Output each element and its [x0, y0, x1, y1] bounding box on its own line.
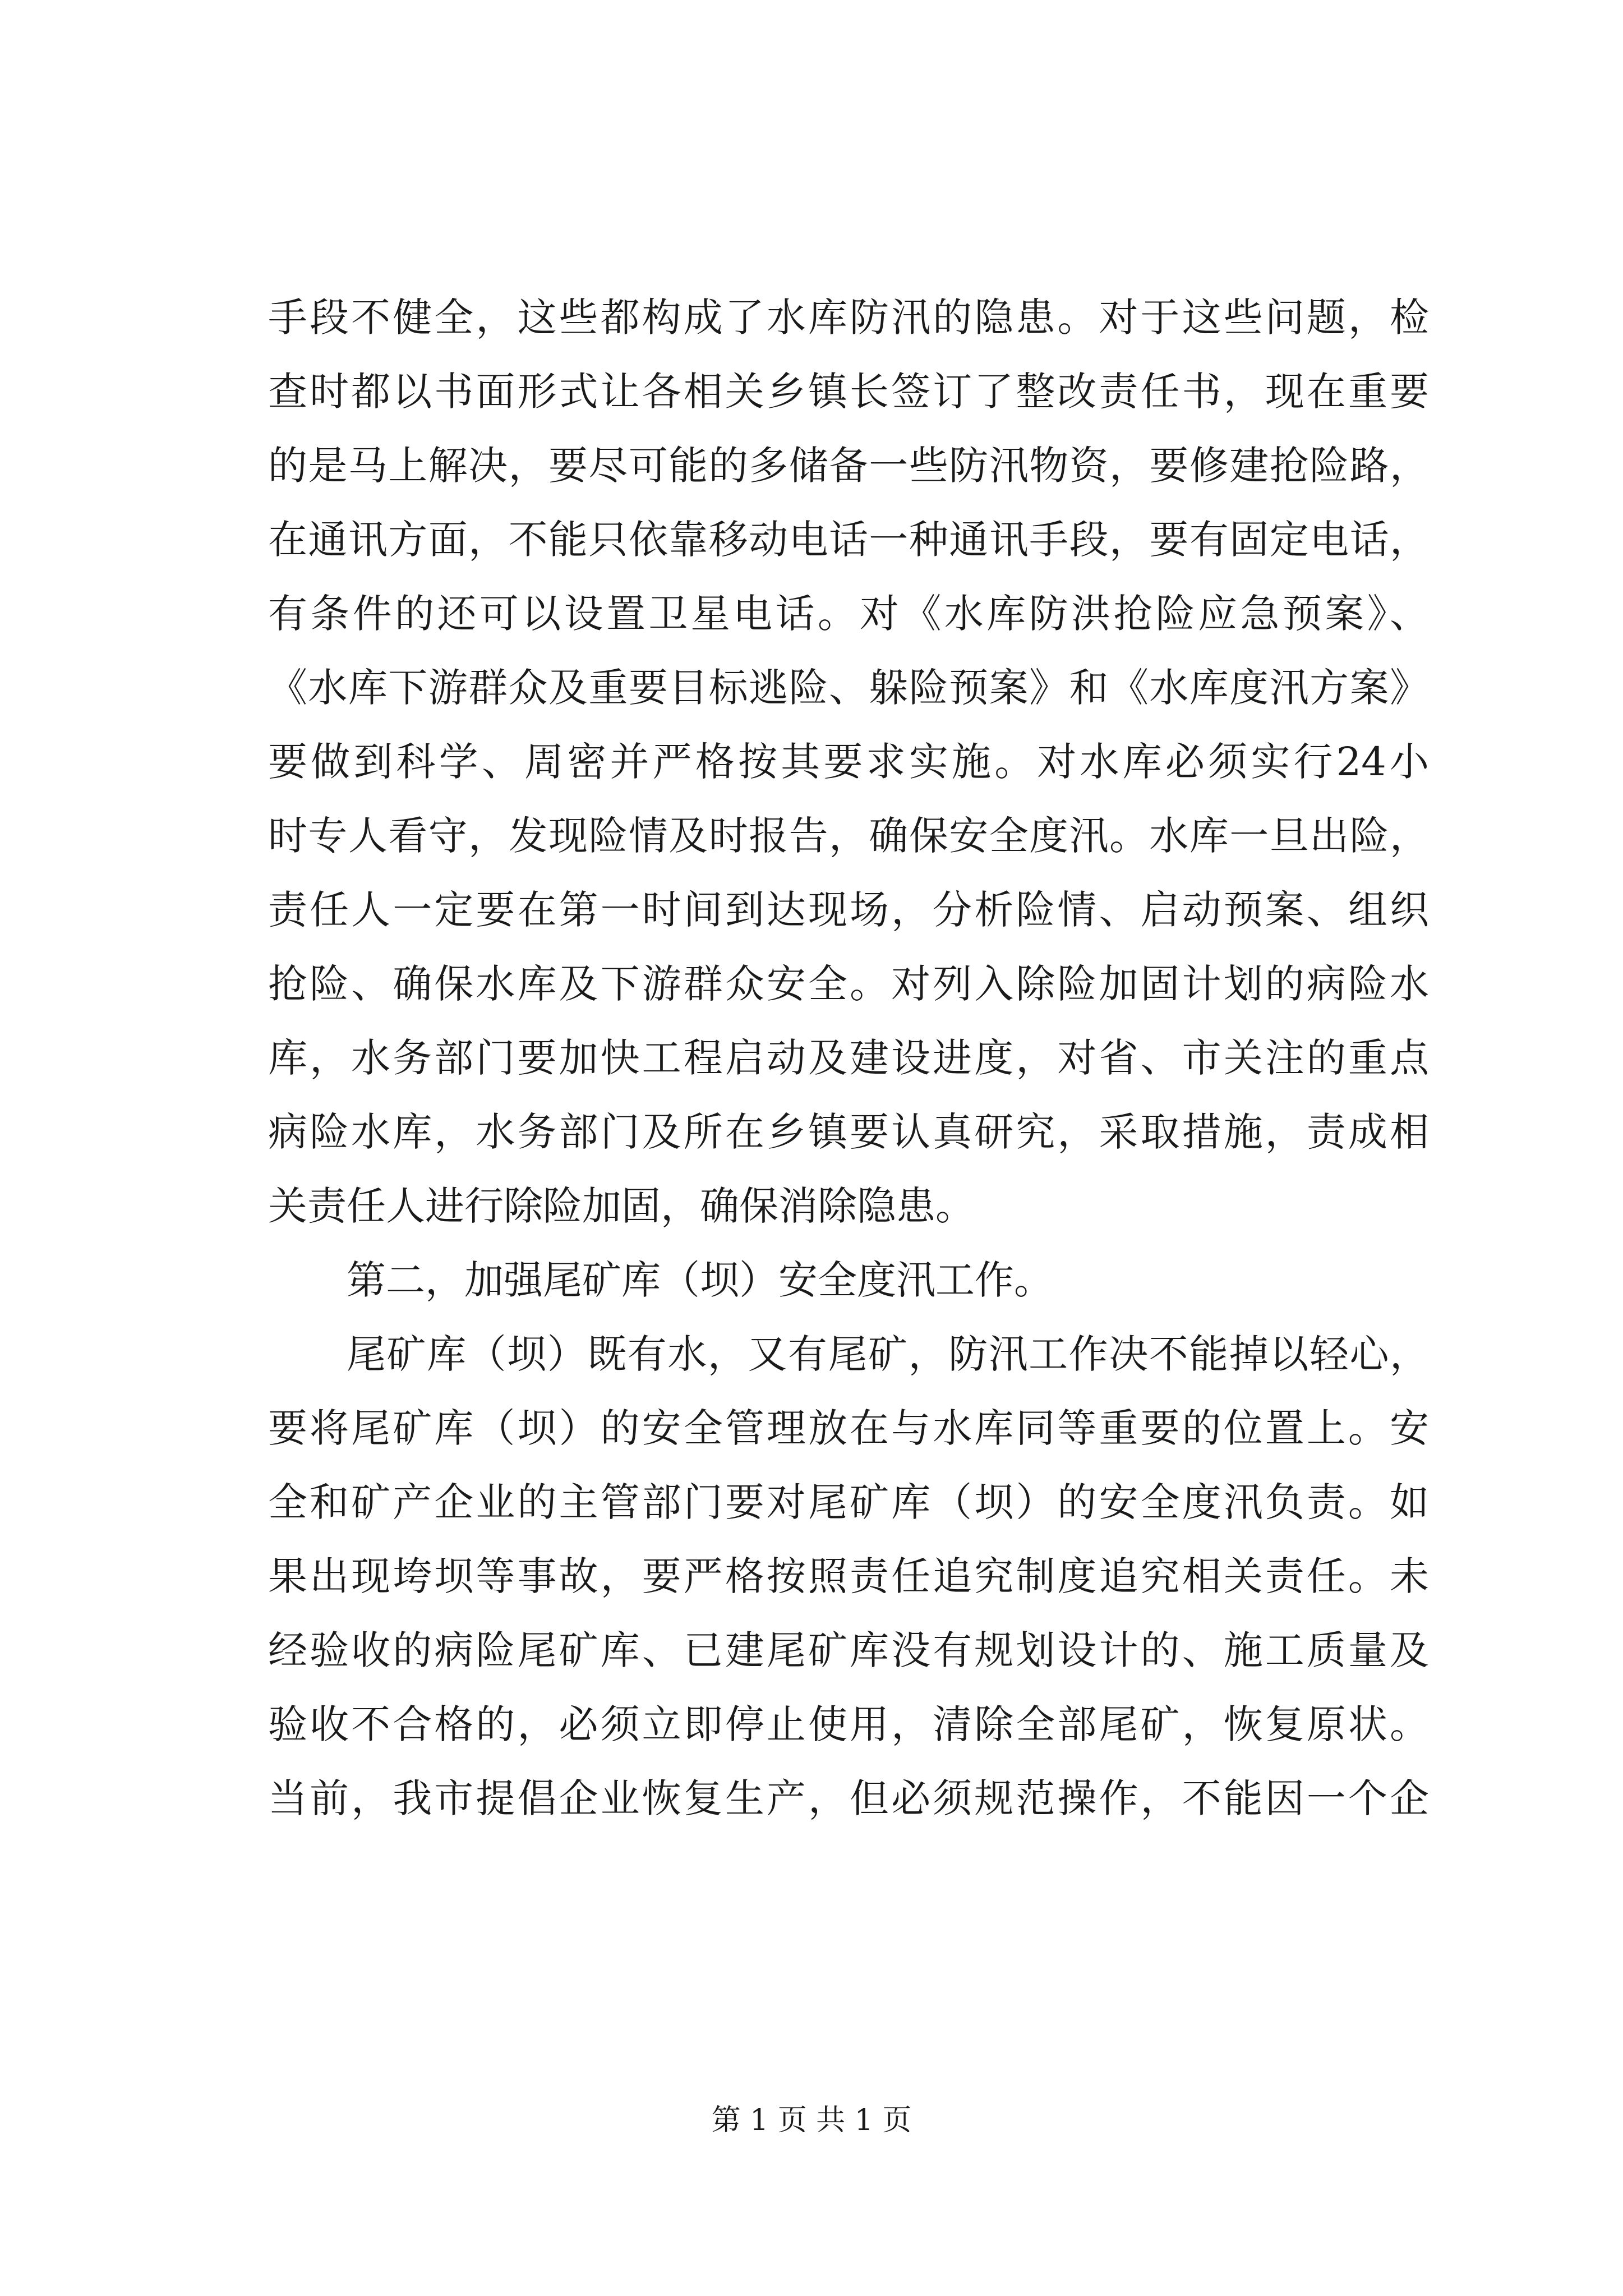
text-line-1: 手段不健全，这些都构成了水库防汛的隐患。对于这些问题，检	[268, 295, 1429, 341]
text-line-18: 果出现垮坝等事故，要严格按照责任追究制度追究相关责任。未	[268, 1553, 1429, 1599]
page-footer: 第 1 页 共 1 页	[711, 2104, 912, 2137]
text-line-5: 有条件的还可以设置卫星电话。对《水库防洪抢险应急预案》、	[268, 591, 1429, 637]
text-line-11: 库，水务部门要加快工程启动及建设进度，对省、市关注的重点	[268, 1035, 1429, 1081]
text-line-12: 病险水库，水务部门及所在乡镇要认真研究，采取措施，责成相	[268, 1109, 1429, 1155]
text-line-15: 尾矿库（坝）既有水，又有尾矿，防汛工作决不能掉以轻心，	[347, 1331, 1429, 1377]
text-line-19: 经验收的病险尾矿库、已建尾矿库没有规划设计的、施工质量及	[268, 1627, 1429, 1673]
text-line-10: 抢险、确保水库及下游群众安全。对列入除险加固计划的病险水	[268, 961, 1429, 1007]
text-line-13: 关责任人进行除险加固，确保消除隐患。	[268, 1183, 975, 1229]
text-line-6: 《水库下游群众及重要目标逃险、躲险预案》和《水库度汛方案》	[268, 665, 1429, 711]
text-line-9: 责任人一定要在第一时间到达现场，分析险情、启动预案、组织	[268, 887, 1429, 933]
text-line-20: 验收不合格的，必须立即停止使用，清除全部尾矿，恢复原状。	[268, 1701, 1429, 1747]
section-heading: 第二，加强尾矿库（坝）安全度汛工作。	[347, 1257, 1053, 1303]
text-line-8: 时专人看守，发现险情及时报告，确保安全度汛。水库一旦出险，	[268, 813, 1429, 859]
text-line-21: 当前，我市提倡企业恢复生产，但必须规范操作，不能因一个企	[268, 1775, 1429, 1821]
text-line-2: 查时都以书面形式让各相关乡镇长签订了整改责任书，现在重要	[268, 369, 1429, 415]
text-line-4: 在通讯方面，不能只依靠移动电话一种通讯手段，要有固定电话，	[268, 517, 1429, 563]
text-line-16: 要将尾矿库（坝）的安全管理放在与水库同等重要的位置上。安	[268, 1405, 1429, 1451]
text-line-17: 全和矿产企业的主管部门要对尾矿库（坝）的安全度汛负责。如	[268, 1479, 1429, 1525]
text-line-7: 要做到科学、周密并严格按其要求实施。对水库必须实行24小	[268, 739, 1429, 785]
text-line-3: 的是马上解决，要尽可能的多储备一些防汛物资，要修建抢险路，	[268, 443, 1429, 489]
